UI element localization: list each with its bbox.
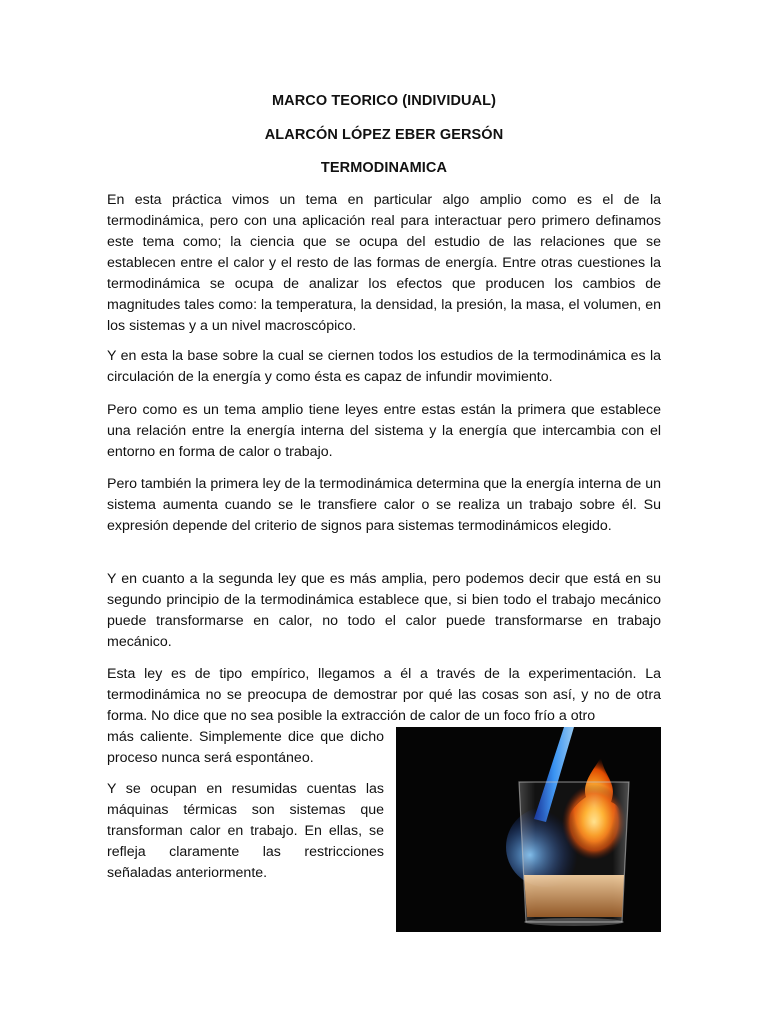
subject-heading: TERMODINAMICA (320, 160, 448, 176)
paragraph-continuation: más caliente. Simplemente dice que dicho proceso nunca será espontáneo. (107, 729, 384, 766)
paragraph: Esta ley es de tipo empírico, llegamos a él a través de la experimentación. La termodinámica no se preocupa de demostrar por qué las cosas son así, y no de otra forma. No dice que no sea posible la extracción de calor de un foco frío a otro (107, 666, 661, 724)
glass-fire-water-image (396, 727, 661, 932)
glass-fire-water-icon (396, 727, 661, 932)
paragraph: Pero también la primera ley de la termodinámica determina que la energía interna de un sistema aumenta cuando se le transfiere calor o se realiza un trabajo sobre él. Su expresión depende del criterio de signos para sistemas termodinámicos elegido. (107, 476, 661, 534)
paragraph: En esta práctica vimos un tema en particular algo amplio como es el de la termodinámica, pero con una aplicación real para interactuar pero primero definamos este tema como; la ciencia que se ocupa del estudio de las relaciones que se establecen entre el calor y el resto de las formas de energía. Entre otras cuestiones la termodinámica se ocupa de analizar los efectos que producen los cambios de magnitudes tales como: la temperatura, la densidad, la presión, la masa, el volumen, en los sistemas y a un nivel macroscópico. (107, 192, 661, 334)
paragraph: Y se ocupan en resumidas cuentas las máquinas térmicas son sistemas que transforman calor en trabajo. En ellas, se refleja claramente las restricciones señaladas anteriormente. (107, 781, 384, 881)
paragraph: Y en esta la base sobre la cual se ciernen todos los estudios de la termodinámica es la circulación de la energía y como ésta es capaz de infundir movimiento. (107, 348, 661, 385)
document-title: MARCO TEORICO (INDIVIDUAL) (271, 93, 497, 109)
author-name: ALARCÓN LÓPEZ EBER GERSÓN (264, 127, 504, 143)
paragraph: Pero como es un tema amplio tiene leyes entre estas están la primera que establece una relación entre la energía interna del sistema y la energía que intercambia con el entorno en forma de calor o trabajo. (107, 402, 661, 460)
paragraph: Y en cuanto a la segunda ley que es más amplia, pero podemos decir que está en su segundo principio de la termodinámica establece que, si bien todo el trabajo mecánico puede transformarse en calor, no todo el calor puede transformarse en trabajo mecánico. (107, 571, 661, 650)
